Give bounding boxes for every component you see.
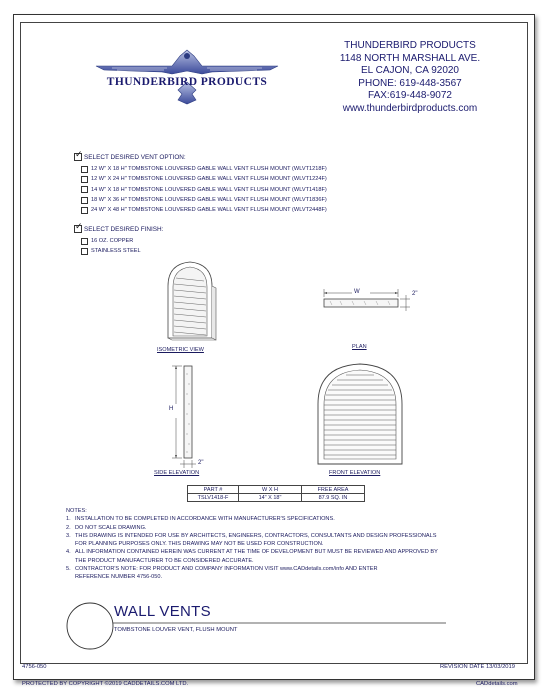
note-line: 4. ALL INFORMATION CONTAINED HEREIN WAS CURRENT AT THE TIME OF DEVELOPMENT BUT MUST BE REVIEWED AND APPROVED BY bbox=[66, 549, 438, 556]
note-line: REFERENCE NUMBER 4756-050. bbox=[75, 574, 163, 581]
note-line: 2. DO NOT SCALE DRAWING. bbox=[66, 524, 147, 531]
vent-option-item[interactable]: 24 W" X 48 H" TOMBSTONE LOUVERED GABLE WALL VENT FLUSH MOUNT (WLVT2448F) bbox=[81, 205, 327, 215]
side-height-label: H bbox=[169, 406, 174, 412]
side-depth-label: 2" bbox=[198, 460, 204, 466]
finish-option-title: SELECT DESIRED FINISH: bbox=[84, 225, 164, 233]
company-fax: FAX:619-448-9072 bbox=[368, 90, 452, 101]
checkbox[interactable] bbox=[81, 238, 88, 245]
plan-width-label: W bbox=[354, 289, 360, 295]
caddetails-brand[interactable]: CADdetails.com bbox=[476, 681, 518, 687]
company-address: 1148 NORTH MARSHALL AVE. bbox=[339, 52, 481, 64]
company-name: THUNDERBIRD PRODUCTS bbox=[344, 40, 476, 51]
vent-option-item[interactable]: 14 W" X 18 H" TOMBSTONE LOUVERED GABLE WALL VENT FLUSH MOUNT (WLVT1418F) bbox=[81, 185, 327, 195]
drawing-subtitle: TOMBSTONE LOUVER VENT, FLUSH MOUNT bbox=[114, 627, 238, 633]
spec-cell-free-area: 87.9 SQ. IN bbox=[302, 494, 365, 502]
note-line: 5. CONTRACTOR'S NOTE: FOR PRODUCT AND COMPANY INFORMATION VISIT www.CADdetails.com/info AND ENTER bbox=[66, 566, 378, 573]
checkbox[interactable] bbox=[81, 176, 88, 183]
checkbox[interactable] bbox=[81, 166, 88, 173]
checkbox[interactable] bbox=[81, 197, 88, 204]
side-elevation-drawing bbox=[166, 362, 216, 472]
spec-header-free-area: FREE AREA bbox=[302, 486, 365, 494]
plan-view-label: PLAN bbox=[352, 344, 367, 350]
thunderbird-eagle-icon bbox=[92, 44, 282, 106]
vent-option-item[interactable]: 12 W" X 24 H" TOMBSTONE LOUVERED GABLE WALL VENT FLUSH MOUNT (WLVT1224F) bbox=[81, 174, 327, 184]
note-line: 3. THIS DRAWING IS INTENDED FOR USE BY ARCHITECTS, ENGINEERS, CONTRACTORS, CONSULTANTS AND DESIGN PROFESSIONALS bbox=[66, 532, 437, 539]
side-elevation-label: SIDE ELEVATION bbox=[154, 470, 200, 476]
revision-date: REVISION DATE 13/03/2019 bbox=[440, 664, 515, 670]
finish-option-section bbox=[74, 225, 163, 257]
plan-view-drawing bbox=[318, 284, 418, 314]
note-line: THE PRODUCT MANUFACTURER TO BE CONSIDERED ACCURATE. bbox=[75, 557, 254, 564]
note-line: 1. INSTALLATION TO BE COMPLETED IN ACCORDANCE WITH MANUFACTURER'S SPECIFICATIONS. bbox=[66, 516, 335, 523]
spec-header-part: PART # bbox=[188, 486, 239, 494]
vent-option-item[interactable]: 12 W" X 18 H" TOMBSTONE LOUVERED GABLE WALL VENT FLUSH MOUNT (WLVT1218F) bbox=[81, 164, 327, 174]
checkbox[interactable] bbox=[81, 248, 88, 255]
notes-section bbox=[66, 507, 438, 582]
note-line: FOR PLANNING PURPOSES ONLY. THIS DRAWING MAY NOT BE USED FOR CONSTRUCTION. bbox=[75, 541, 324, 548]
front-elevation-label: FRONT ELEVATION bbox=[329, 470, 381, 476]
vent-option-checked-checkbox[interactable] bbox=[74, 153, 82, 161]
spec-table bbox=[187, 485, 365, 502]
vent-option-section bbox=[74, 153, 327, 215]
finish-option-checked-checkbox[interactable] bbox=[74, 225, 82, 233]
isometric-view-drawing bbox=[160, 258, 220, 346]
copyright-text: PROTECTED BY COPYRIGHT ©2019 CADDETAILS.COM LTD. bbox=[22, 681, 189, 687]
spec-header-size: W X H bbox=[239, 486, 302, 494]
front-elevation-drawing bbox=[312, 360, 408, 468]
checkbox[interactable] bbox=[81, 207, 88, 214]
checkbox[interactable] bbox=[81, 186, 88, 193]
company-city: EL CAJON, CA 92020 bbox=[360, 65, 459, 76]
notes-title: NOTES: bbox=[66, 508, 87, 514]
company-phone: PHONE: 619-448-3567 bbox=[358, 77, 462, 89]
company-info bbox=[330, 40, 490, 115]
logo-text: THUNDERBIRD PRODUCTS bbox=[106, 76, 268, 88]
isometric-view-label: ISOMETRIC VIEW bbox=[157, 347, 204, 353]
spec-cell-size: 14" X 18" bbox=[239, 494, 302, 502]
vent-option-title: SELECT DESIRED VENT OPTION: bbox=[84, 153, 186, 161]
drawing-title: WALL VENTS bbox=[114, 603, 211, 620]
reference-number: 4756-050 bbox=[22, 664, 47, 670]
company-website[interactable]: www.thunderbirdproducts.com bbox=[342, 102, 478, 114]
plan-depth-label: 2" bbox=[412, 291, 418, 297]
spec-cell-part: TSLV1418-F bbox=[188, 494, 239, 502]
vent-option-item[interactable]: 18 W" X 36 H" TOMBSTONE LOUVERED GABLE WALL VENT FLUSH MOUNT (WLVT1836F) bbox=[81, 195, 327, 205]
finish-option-item[interactable]: STAINLESS STEEL bbox=[81, 246, 163, 256]
finish-option-item[interactable]: 16 OZ. COPPER bbox=[81, 236, 163, 246]
